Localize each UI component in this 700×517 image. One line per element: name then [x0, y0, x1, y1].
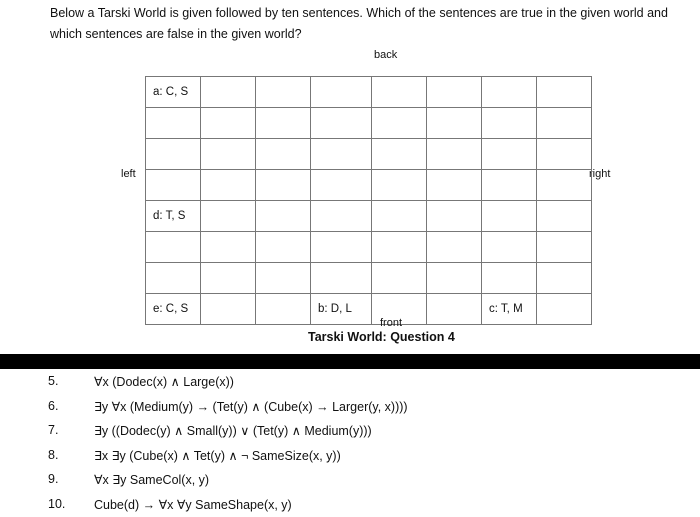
grid-cell [372, 77, 427, 108]
sentence-row [0, 370, 700, 395]
grid-cell [482, 77, 537, 108]
sentence-number: 6. [48, 398, 59, 413]
grid-cell [427, 108, 482, 139]
sentence-row [0, 468, 700, 493]
object-e-label: e: C, S [153, 303, 189, 315]
grid-cell [482, 108, 537, 139]
grid-cell [482, 232, 537, 263]
grid-cell [537, 201, 592, 232]
grid-cell [256, 263, 311, 294]
grid-cell [427, 77, 482, 108]
grid-cell [482, 139, 537, 170]
grid-cell [372, 263, 427, 294]
grid-row [146, 294, 592, 325]
sentence-number: 9. [48, 472, 59, 486]
grid-cell [311, 108, 372, 139]
grid-cell [537, 139, 592, 170]
grid-row [146, 263, 592, 294]
grid-cell [537, 232, 592, 263]
sentence-row [0, 419, 700, 444]
tarski-world-grid [145, 76, 592, 325]
object-c-label: c: T, M [489, 303, 523, 315]
object-a-label: a: C, S [153, 86, 189, 98]
sentence-number: 7. [48, 423, 59, 437]
grid-cell [146, 77, 201, 108]
grid-cell [537, 170, 592, 201]
grid-cell [201, 263, 256, 294]
grid-cell [256, 170, 311, 201]
grid-cell [311, 263, 372, 294]
grid-row [146, 139, 592, 170]
grid-cell [146, 232, 201, 263]
grid-cell [427, 232, 482, 263]
world-caption: Tarski World: Question 4 [308, 330, 455, 344]
grid-cell [201, 232, 256, 263]
grid-cell [256, 108, 311, 139]
grid-cell [482, 201, 537, 232]
grid-cell [146, 108, 201, 139]
label-front: front [380, 317, 403, 329]
grid-cell [311, 294, 372, 325]
sentence-formula: ∃x ∃y (Cube(x) ∧ Tet(y) ∧ ¬ SameSize(x, y)) [94, 448, 341, 463]
grid-cell [201, 201, 256, 232]
grid-cell [427, 263, 482, 294]
sentence-row [0, 395, 700, 420]
sentence-number: 10. [48, 496, 66, 511]
divider-bar [0, 354, 700, 369]
grid-cell [311, 170, 372, 201]
grid-row [146, 170, 592, 201]
object-b-label: b: D, L [318, 303, 352, 315]
sentence-formula: Cube(d) → ∀x ∀y SameShape(x, y) [94, 497, 292, 512]
label-right: right [589, 168, 611, 180]
grid-cell [427, 139, 482, 170]
grid-cell [482, 263, 537, 294]
grid-cell [537, 263, 592, 294]
grid-cell [146, 201, 201, 232]
grid-cell [256, 294, 311, 325]
grid-row [146, 232, 592, 263]
label-back: back [374, 49, 398, 61]
question-text: Below a Tarski World is given followed by ten sentences. Which of the sentences are true in the given world and which sentences are false in the given world? [50, 6, 668, 41]
grid-cell [427, 201, 482, 232]
grid-cell [537, 108, 592, 139]
grid-cell [311, 201, 372, 232]
label-left: left [121, 168, 136, 180]
grid-cell [482, 294, 537, 325]
grid-cell [311, 232, 372, 263]
sentence-formula: ∃y ((Dodec(y) ∧ Small(y)) ∨ (Tet(y) ∧ Medium(y))) [94, 424, 372, 438]
sentence-row [0, 493, 700, 517]
grid-cell [201, 170, 256, 201]
grid-cell [372, 201, 427, 232]
grid-cell [146, 170, 201, 201]
grid-cell [256, 77, 311, 108]
grid-cell [372, 232, 427, 263]
grid-cell [537, 294, 592, 325]
grid-cell [201, 77, 256, 108]
sentence-formula: ∀x ∃y SameCol(x, y) [94, 473, 210, 487]
grid-cell [311, 77, 372, 108]
sentence-number: 8. [48, 447, 59, 462]
grid-cell [372, 170, 427, 201]
sentence-number: 5. [48, 374, 59, 388]
grid-row [146, 108, 592, 139]
grid-row [146, 77, 592, 108]
grid-row [146, 201, 592, 232]
grid-cell [201, 139, 256, 170]
grid-cell [372, 108, 427, 139]
grid-cell [256, 201, 311, 232]
grid-cell [482, 170, 537, 201]
grid-cell [146, 294, 201, 325]
grid-cell [201, 294, 256, 325]
sentence-list [0, 370, 700, 517]
sentence-formula: ∃y ∀x (Medium(y) → (Tet(y) ∧ (Cube(x) → Larger(y, x)))) [94, 399, 408, 414]
grid-cell [256, 139, 311, 170]
sentence-formula: ∀x (Dodec(x) ∧ Large(x)) [94, 375, 234, 389]
object-d-label: d: T, S [153, 210, 186, 222]
grid-cell [427, 170, 482, 201]
grid-cell [372, 139, 427, 170]
grid-cell [146, 263, 201, 294]
grid-cell [146, 139, 201, 170]
grid-cell [311, 139, 372, 170]
grid-cell [256, 232, 311, 263]
grid-cell [427, 294, 482, 325]
sentence-row [0, 444, 700, 469]
grid-cell [201, 108, 256, 139]
grid-cell [537, 77, 592, 108]
